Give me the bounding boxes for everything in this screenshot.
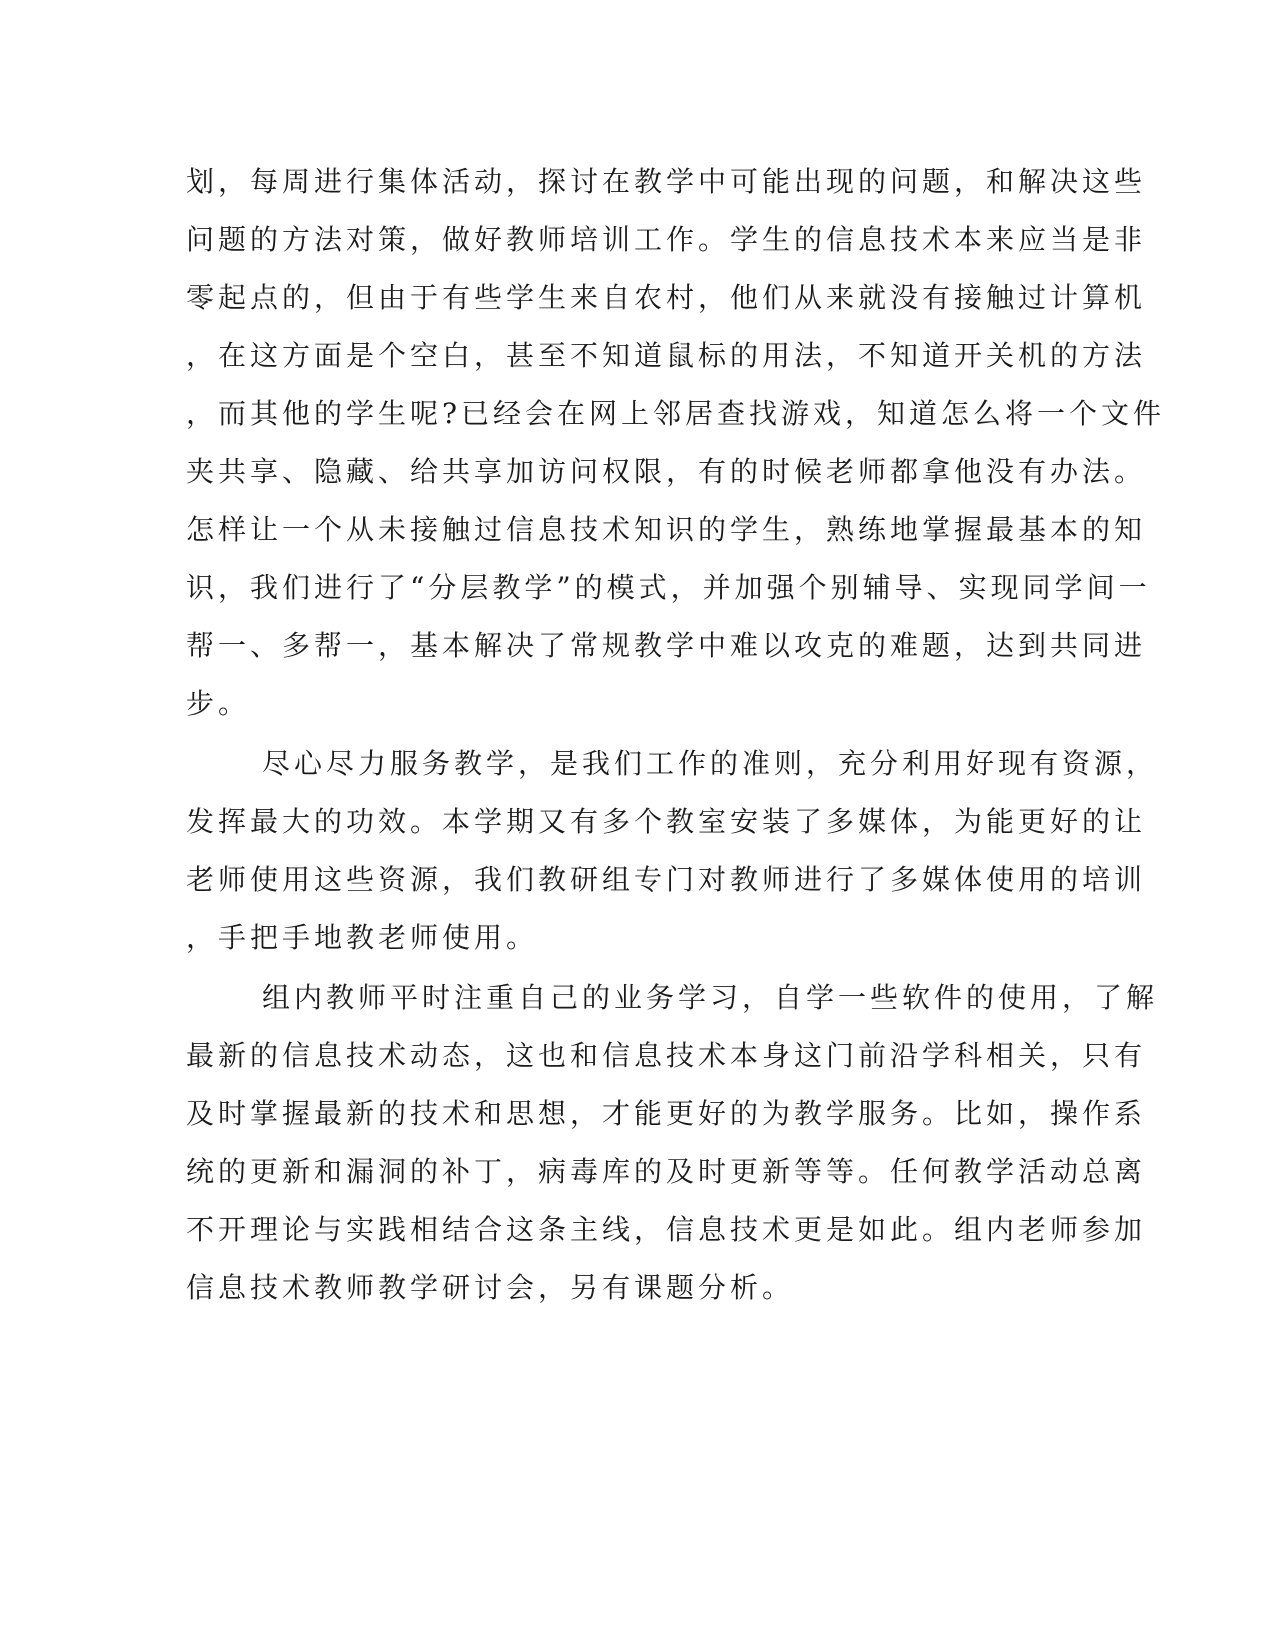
text-line: 最新的信息技术动态，这也和信息技术本身这门前沿学科相关，只有	[186, 1039, 1147, 1072]
text-line: 步。	[186, 687, 251, 720]
text-line: ，手把手地教老师使用。	[186, 921, 539, 954]
text-line: ，而其他的学生呢?已经会在网上邻居查找游戏，知道怎么将一个文件	[186, 397, 1166, 430]
text-line: ，在这方面是个空白，甚至不知道鼠标的用法，不知道开关机的方法	[186, 339, 1147, 372]
text-line: 零起点的，但由于有些学生来自农村，他们从来就没有接触过计算机	[186, 281, 1147, 314]
text-line: 信息技术教师教学研讨会，另有课题分析。	[186, 1271, 795, 1304]
text-line: 及时掌握最新的技术和思想，才能更好的为教学服务。比如，操作系	[186, 1097, 1147, 1130]
text-line: 不开理论与实践相结合这条主线，信息技术更是如此。组内老师参加	[186, 1213, 1147, 1246]
text-line: 识，我们进行了“分层教学”的模式，并加强个别辅导、实现同学间一	[186, 571, 1151, 604]
paragraph-start-line: 尽心尽力服务教学，是我们工作的准则，充分利用好现有资源，	[262, 747, 1159, 780]
text-line: 问题的方法对策，做好教师培训工作。学生的信息技术本来应当是非	[186, 223, 1147, 256]
text-line: 夹共享、隐藏、给共享加访问权限，有的时候老师都拿他没有办法。	[186, 455, 1147, 488]
text-line: 划，每周进行集体活动，探讨在教学中可能出现的问题，和解决这些	[186, 165, 1147, 198]
paragraph-start-line: 组内教师平时注重自己的业务学习，自学一些软件的使用，了解	[262, 981, 1159, 1014]
text-line: 统的更新和漏洞的补丁，病毒库的及时更新等等。任何教学活动总离	[186, 1155, 1147, 1188]
text-line: 帮一、多帮一，基本解决了常规教学中难以攻克的难题，达到共同进	[186, 629, 1147, 662]
text-line: 老师使用这些资源，我们教研组专门对教师进行了多媒体使用的培训	[186, 863, 1147, 896]
text-line: 发挥最大的功效。本学期又有多个教室安装了多媒体，为能更好的让	[186, 805, 1147, 838]
text-line: 怎样让一个从未接触过信息技术知识的学生，熟练地掌握最基本的知	[186, 513, 1147, 546]
